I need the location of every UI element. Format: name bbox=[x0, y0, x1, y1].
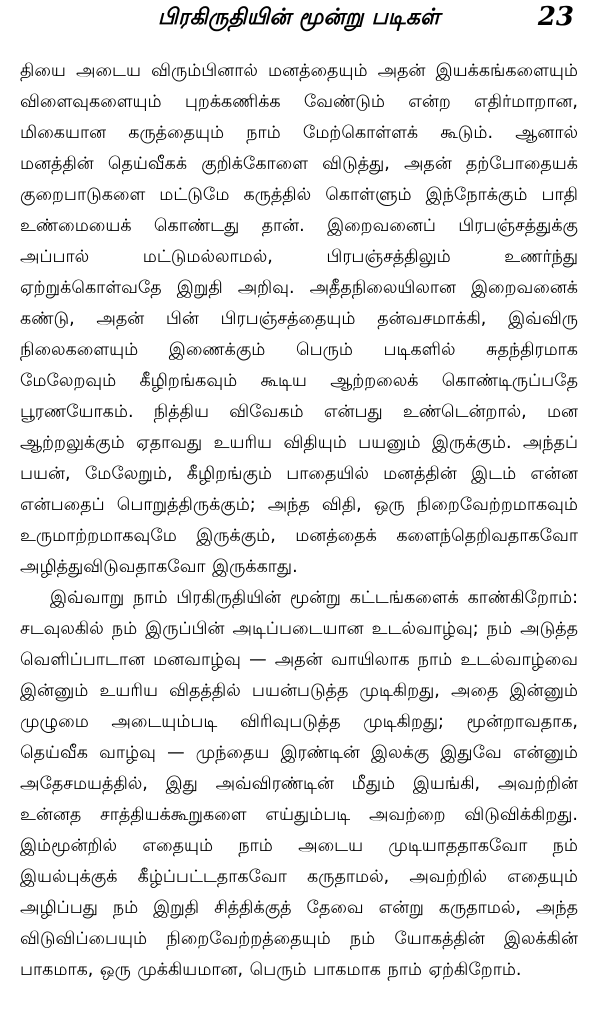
paragraph-new: இவ்வாறு நாம் பிரகிருதியின் மூன்று கட்டங்களைக் காண்கிறோம்: சடவுலகில் நம் இருப்பின் அடிப்படையான உடல்வாழ்வு; நம் அடுத்த வெளிப்பாடான மனவாழ்வு — அதன் வாயிலாக நாம் உடல்வாழ்வை இன்னும் உயரிய விதத்தில் பயன்படுத்த முடிகிறது, அதை இன்னும் முழுமை அடையும்படி விரிவுபடுத்த முடிகிறது; மூன்றாவதாக, தெய்வீக வாழ்வு — முந்தைய இரண்டின் இலக்கு இதுவே என்னும் அதேசமயத்தில், இது அவ்விரண்டின் மீதும் இயங்கி, அவற்றின் உன்னத சாத்தியக்கூறுகளை எய்தும்படி அவற்றை விடுவிக்கிறது. இம்மூன்றில் எதையும் நாம் அடைய முடியாததாகவோ நம் இயல்புக்குக் கீழ்ப்பட்டதாகவோ கருதாமல், அவற்றில் எதையும் அழிப்பது நம் இறுதி சித்திக்குத் தேவை என்று கருதாமல், அந்த விடுவிப்பையும் நிறைவேற்றத்தையும் நம் யோகத்தின் இலக்கின் பாகமாக, ஒரு முக்கியமான, பெரும் பாகமாக நாம் ஏற்கிறோம். bbox=[20, 588, 578, 980]
running-title: பிரகிருதியின் மூன்று படிகள் bbox=[157, 5, 441, 30]
page-header bbox=[20, 0, 578, 40]
body-text bbox=[20, 56, 578, 986]
page-number: 23 bbox=[537, 2, 574, 32]
paragraph-continued: தியை அடைய விரும்பினால் மனத்தையும் அதன் இயக்கங்களையும் விளைவுகளையும் புறக்கணிக்க வேண்டும் என்ற எதிர்மாறான, மிகையான கருத்தையும் நாம் மேற்கொள்ளக் கூடும். ஆனால் மனத்தின் தெய்வீகக் குறிக்கோளை விடுத்து, அதன் தற்போதையக் குறைபாடுகளை மட்டுமே கருத்தில் கொள்ளும் இந்நோக்கும் பாதி உண்மையைக் கொண்டது தான். இறைவனைப் பிரபஞ்சத்துக்கு அப்பால் மட்டுமல்லாமல், பிரபஞ்சத்திலும் உணர்ந்து ஏற்றுக்கொள்வதே இறுதி அறிவு. அதீதநிலையிலான இறைவனைக் கண்டு, அதன் பின் பிரபஞ்சத்தையும் தன்வசமாக்கி, இவ்விரு நிலைகளையும் இணைக்கும் பெரும் படிகளில் சுதந்திரமாக மேலேறவும் கீழிறங்கவும் கூடிய ஆற்றலைக் கொண்டிருப்பதே பூரணயோகம். நித்திய விவேகம் என்பது உண்டென்றால், மன ஆற்றலுக்கும் ஏதாவது உயரிய விதியும் பயனும் இருக்கும். அந்தப் பயன், மேலேறும், கீழிறங்கும் பாதையில் மனத்தின் இடம் என்ன என்பதைப் பொறுத்திருக்கும்; அந்த விதி, ஒரு நிறைவேற்றமாகவும் உருமாற்றமாகவுமே இருக்கும், மனத்தைக் களைந்தெறிவதாகவோ அழித்துவிடுவதாகவோ இருக்காது. bbox=[20, 61, 578, 577]
